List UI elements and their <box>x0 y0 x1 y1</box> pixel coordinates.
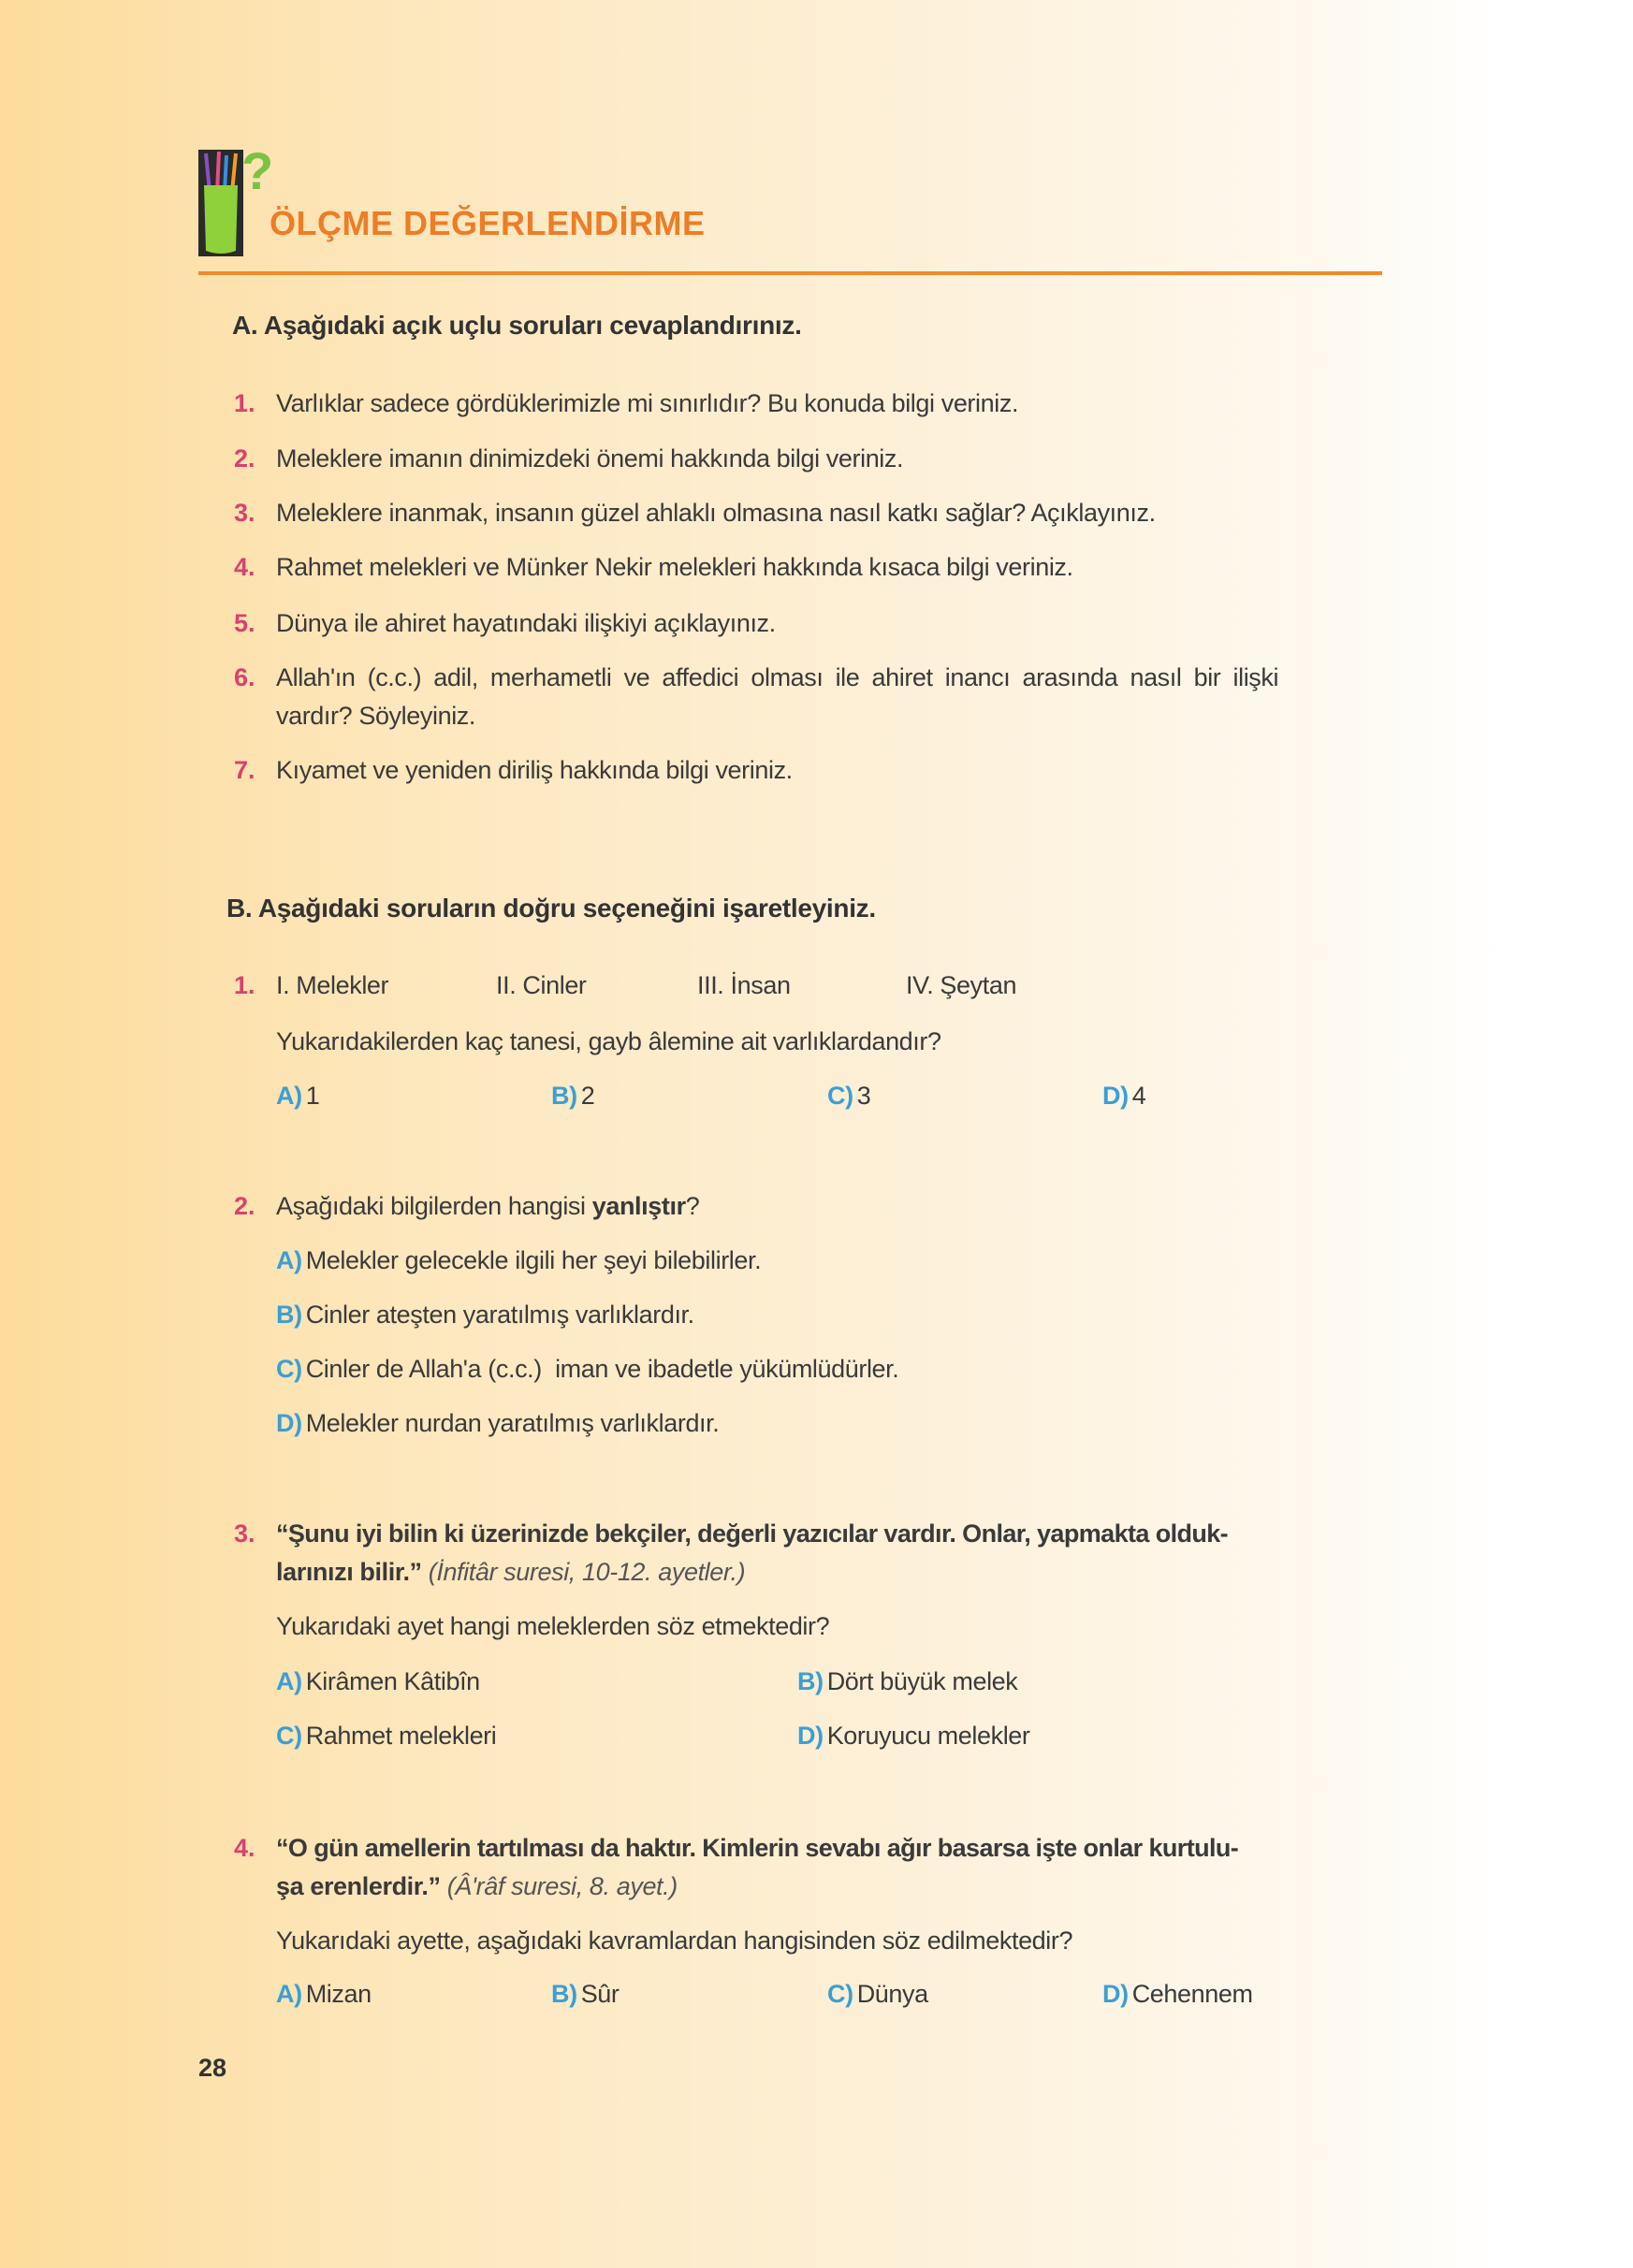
page-title: ÖLÇME DEĞERLENDİRME <box>270 204 706 242</box>
question-text: Rahmet melekleri ve Münker Nekir melekleri hakkında kısaca bilgi veriniz. <box>276 553 1073 581</box>
verse-source: (İnfitâr suresi, 10-12. ayetler.) <box>428 1558 746 1586</box>
option-b[interactable] <box>551 1980 620 2009</box>
option-c[interactable] <box>827 1980 928 2009</box>
page-number: 28 <box>198 2054 227 2082</box>
question-text: Dünya ile ahiret hayatındaki ilişkiyi açıklayınız. <box>276 609 776 637</box>
option-letter: C) <box>827 1980 853 2008</box>
option-text: Dünya <box>856 1980 928 2008</box>
question-number: 3. <box>234 1519 255 1548</box>
list-item: III. İnsan <box>697 971 791 999</box>
option-letter: D) <box>276 1409 302 1437</box>
question-number: 2. <box>234 1192 255 1220</box>
option-a[interactable] <box>276 1667 480 1696</box>
option-text: Rahmet melekleri <box>305 1722 497 1750</box>
question-text-pre: Aşağıdaki bilgilerden hangisi <box>276 1192 592 1220</box>
option-letter: A) <box>276 1667 302 1695</box>
list-item: II. Cinler <box>496 971 587 999</box>
option-letter: A) <box>276 1246 302 1274</box>
question-text <box>276 1192 699 1221</box>
option-letter: A) <box>276 1980 302 2008</box>
option-text: 3 <box>856 1082 871 1110</box>
option-letter: B) <box>551 1980 577 2008</box>
option-b[interactable] <box>276 1301 694 1330</box>
question-text: Allah'ın (c.c.) adil, merhametli ve affedici olması ile ahiret inancı arasında nasıl bir ilişki <box>276 663 1279 691</box>
question-text: Yukarıdaki ayet hangi meleklerden söz etmektedir? <box>276 1612 830 1640</box>
question-number: 2. <box>234 444 255 472</box>
question-text: Meleklere imanın dinimizdeki önemi hakkında bilgi veriniz. <box>276 444 904 472</box>
question-number: 1. <box>234 971 255 999</box>
verse-quote: “O gün amellerin tartılması da haktır. Kimlerin sevabı ağır basarsa işte onlar kurtulu- <box>276 1834 1239 1862</box>
option-text: Sûr <box>580 1980 620 2008</box>
option-c[interactable] <box>276 1722 496 1751</box>
option-letter: C) <box>276 1722 302 1750</box>
option-text: Mizan <box>305 1980 372 2008</box>
option-letter: C) <box>276 1355 302 1383</box>
option-text: Melekler gelecekle ilgili her şeyi bilebilirler. <box>305 1246 762 1274</box>
option-text: Dört büyük melek <box>826 1667 1018 1695</box>
question-text: Yukarıdakilerden kaç tanesi, gayb âlemine ait varlıklardandır? <box>276 1027 941 1055</box>
option-a[interactable] <box>276 1246 761 1275</box>
option-letter: D) <box>1102 1980 1129 2008</box>
option-a[interactable] <box>276 1082 319 1111</box>
verse-source: (Â'râf suresi, 8. ayet.) <box>446 1872 678 1900</box>
option-text: Cinler de Allah'a (c.c.) iman ve ibadetle yükümlüdürler. <box>305 1355 899 1383</box>
question-text-continued: vardır? Söyleyiniz. <box>276 702 475 730</box>
pencil-cup-question-icon <box>198 140 274 256</box>
option-letter: D) <box>797 1722 824 1750</box>
verse-quote-continued: larınızı bilir.” <box>276 1558 422 1586</box>
option-text: Cinler ateşten yaratılmış varlıklardır. <box>305 1301 694 1329</box>
option-text: 4 <box>1131 1082 1146 1110</box>
option-letter: D) <box>1102 1082 1129 1110</box>
verse-quote-continued: şa erenlerdir.” <box>276 1872 441 1900</box>
option-a[interactable] <box>276 1980 372 2009</box>
option-d[interactable] <box>797 1722 1030 1751</box>
question-text: Kıyamet ve yeniden diriliş hakkında bilgi veriniz. <box>276 756 793 784</box>
list-item: I. Melekler <box>276 971 389 999</box>
question-number: 3. <box>234 499 255 527</box>
question-number: 1. <box>234 389 255 417</box>
option-letter: B) <box>276 1301 302 1329</box>
question-number: 4. <box>234 553 255 581</box>
option-d[interactable] <box>1102 1082 1145 1111</box>
question-text: Yukarıdaki ayette, aşağıdaki kavramlardan hangisinden söz edilmektedir? <box>276 1926 1073 1955</box>
verse-quote: “Şunu iyi bilin ki üzerinizde bekçiler, değerli yazıcılar vardır. Onlar, yapmakta olduk- <box>276 1519 1229 1548</box>
question-number: 4. <box>234 1834 255 1862</box>
question-number: 6. <box>234 663 255 691</box>
option-d[interactable] <box>1102 1980 1253 2009</box>
section-a-heading: A. Aşağıdaki açık uçlu soruları cevaplandırınız. <box>232 311 802 340</box>
option-letter: A) <box>276 1082 302 1110</box>
question-number: 7. <box>234 756 255 784</box>
option-letter: B) <box>797 1667 824 1695</box>
option-c[interactable] <box>827 1082 870 1111</box>
title-divider <box>198 271 1382 275</box>
option-text: Kirâmen Kâtibîn <box>305 1667 480 1695</box>
option-letter: C) <box>827 1082 853 1110</box>
option-text: 1 <box>305 1082 320 1110</box>
question-number: 5. <box>234 609 255 637</box>
option-letter: B) <box>551 1082 577 1110</box>
option-b[interactable] <box>551 1082 594 1111</box>
question-text: Varlıklar sadece gördüklerimizle mi sınırlıdır? Bu konuda bilgi veriniz. <box>276 389 1019 417</box>
option-c[interactable] <box>276 1355 898 1384</box>
option-b[interactable] <box>797 1667 1017 1696</box>
question-text: Meleklere inanmak, insanın güzel ahlaklı olmasına nasıl katkı sağlar? Açıklayınız. <box>276 499 1156 527</box>
list-item: IV. Şeytan <box>906 971 1017 999</box>
option-text: Melekler nurdan yaratılmış varlıklardır. <box>305 1409 720 1437</box>
option-text: Koruyucu melekler <box>826 1722 1030 1750</box>
question-text-emphasis: yanlıştır <box>591 1192 686 1220</box>
section-b-heading: B. Aşağıdaki soruların doğru seçeneğini işaretleyiniz. <box>226 894 876 923</box>
svg-text:?: ? <box>241 141 274 200</box>
option-text: 2 <box>580 1082 595 1110</box>
option-d[interactable] <box>276 1409 719 1438</box>
question-text-post: ? <box>685 1192 700 1220</box>
option-text: Cehennem <box>1131 1980 1253 2008</box>
